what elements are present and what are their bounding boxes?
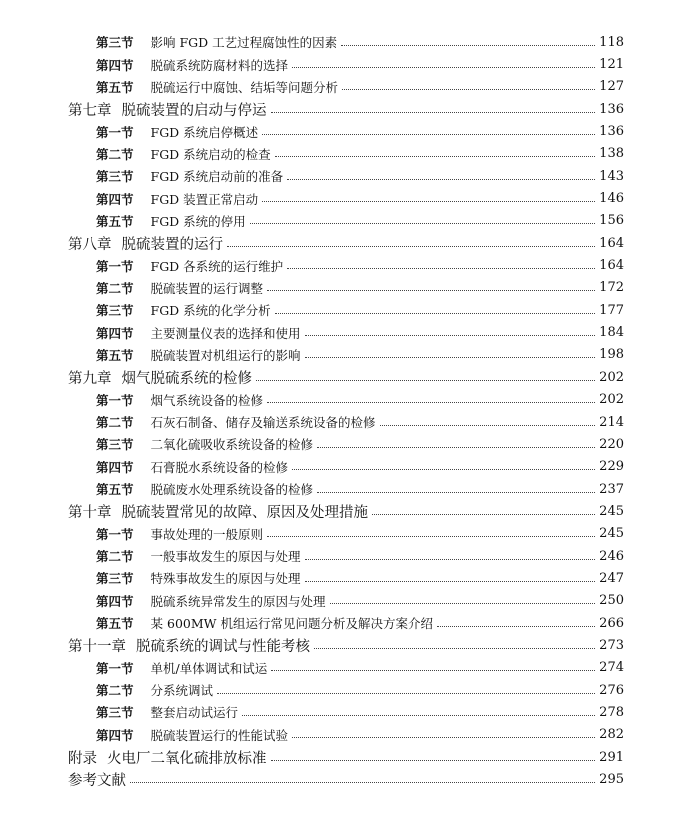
entry-title: 主要测量仪表的选择和使用 xyxy=(150,325,301,341)
section-number: 第一节 xyxy=(96,392,134,408)
section-number: 第五节 xyxy=(96,213,134,229)
entry-title: 脱硫系统异常发生的原因与处理 xyxy=(150,593,326,609)
dot-leader xyxy=(271,112,596,113)
page-number: 295 xyxy=(599,772,624,788)
chapter-title: 脱硫装置常见的故障、原因及处理措施 xyxy=(121,504,368,521)
toc-section-entry xyxy=(0,701,682,723)
toc-section-entry xyxy=(0,456,682,478)
section-number: 第三节 xyxy=(96,437,134,453)
toc-section-entry xyxy=(0,411,682,433)
dot-leader xyxy=(242,715,595,716)
toc-section-entry xyxy=(0,165,682,187)
chapter-title: 脱硫系统的调试与性能考核 xyxy=(136,638,310,655)
dot-leader xyxy=(262,201,595,202)
page-number: 136 xyxy=(599,124,624,140)
chapter-number: 附录 xyxy=(68,750,97,767)
chapter-title: 脱硫装置的运行 xyxy=(121,236,223,253)
dot-leader xyxy=(317,447,595,448)
toc-section-entry xyxy=(0,433,682,455)
toc-section-entry xyxy=(0,567,682,589)
page-number: 121 xyxy=(599,57,624,73)
chapter-number: 第八章 xyxy=(68,236,112,253)
page-number: 266 xyxy=(599,615,624,631)
entry-title: 特殊事故发生的原因与处理 xyxy=(150,571,301,587)
page-number: 172 xyxy=(599,280,624,296)
page-number: 214 xyxy=(599,414,624,430)
chapter-title: 烟气脱硫系统的检修 xyxy=(121,370,252,387)
entry-title: 脱硫废水处理系统设备的检修 xyxy=(150,482,314,498)
section-number: 第二节 xyxy=(96,146,134,162)
dot-leader xyxy=(267,290,595,291)
section-number: 第四节 xyxy=(96,57,134,73)
section-number: 第五节 xyxy=(96,616,134,632)
section-number: 第五节 xyxy=(96,347,134,363)
section-number: 第一节 xyxy=(96,258,134,274)
entry-title: FGD 系统的停用 xyxy=(150,213,246,229)
toc-section-entry xyxy=(0,76,682,98)
toc-section-entry xyxy=(0,389,682,411)
dot-leader xyxy=(267,536,595,537)
entry-title: 事故处理的一般原则 xyxy=(150,526,264,542)
dot-leader xyxy=(130,782,595,783)
page-number: 177 xyxy=(599,302,624,318)
page-number: 273 xyxy=(599,637,624,653)
section-number: 第三节 xyxy=(96,571,134,587)
page-number: 138 xyxy=(599,146,624,162)
toc-chapter-entry xyxy=(0,634,682,656)
dot-leader xyxy=(292,67,595,68)
dot-leader xyxy=(292,469,595,470)
page-number: 246 xyxy=(599,548,624,564)
page-number: 245 xyxy=(599,503,624,519)
dot-leader xyxy=(305,559,596,560)
dot-leader xyxy=(437,626,595,627)
toc-section-entry xyxy=(0,657,682,679)
dot-leader xyxy=(256,380,595,381)
entry-title: 分系统调试 xyxy=(150,683,214,699)
entry-title: FGD 装置正常启动 xyxy=(150,191,259,207)
entry-title: 脱硫装置的运行调整 xyxy=(150,280,264,296)
page-number: 202 xyxy=(599,392,624,408)
page-number: 184 xyxy=(599,325,624,341)
page-number: 291 xyxy=(599,749,624,765)
entry-title: 脱硫运行中腐蚀、结垢等问题分析 xyxy=(150,79,339,95)
page-number: 237 xyxy=(599,481,624,497)
toc-section-entry xyxy=(0,590,682,612)
section-number: 第一节 xyxy=(96,124,134,140)
section-number: 第四节 xyxy=(96,593,134,609)
page-number: 274 xyxy=(599,660,624,676)
dot-leader xyxy=(341,45,595,46)
chapter-number: 第十章 xyxy=(68,504,112,521)
dot-leader xyxy=(292,737,595,738)
toc-section-entry xyxy=(0,187,682,209)
entry-title: 脱硫装置运行的性能试验 xyxy=(150,727,289,743)
page-number: 278 xyxy=(599,704,624,720)
page-number: 245 xyxy=(599,526,624,542)
section-number: 第二节 xyxy=(96,683,134,699)
dot-leader xyxy=(287,268,595,269)
dot-leader xyxy=(250,223,596,224)
toc-section-entry xyxy=(0,120,682,142)
toc-chapter-entry xyxy=(0,98,682,120)
entry-title: 某 600MW 机组运行常见问题分析及解决方案介绍 xyxy=(150,616,433,632)
entry-title: FGD 各系统的运行维护 xyxy=(150,258,284,274)
toc-section-entry xyxy=(0,344,682,366)
entry-title: 一般事故发生的原因与处理 xyxy=(150,549,301,565)
page-number: 156 xyxy=(599,213,624,229)
toc-section-entry xyxy=(0,210,682,232)
section-number: 第五节 xyxy=(96,482,134,498)
toc-chapter-entry xyxy=(0,366,682,388)
toc-section-entry xyxy=(0,143,682,165)
dot-leader xyxy=(342,89,595,90)
page-number: 127 xyxy=(599,79,624,95)
entry-title: FGD 系统的化学分析 xyxy=(150,303,271,319)
section-number: 第三节 xyxy=(96,35,134,51)
entry-title: 整套启动试运行 xyxy=(150,705,239,721)
page-number: 198 xyxy=(599,347,624,363)
toc-entry xyxy=(0,768,682,790)
toc-section-entry xyxy=(0,277,682,299)
page-number: 282 xyxy=(599,727,624,743)
entry-title: 二氧化硫吸收系统设备的检修 xyxy=(150,437,314,453)
dot-leader xyxy=(267,402,595,403)
dot-leader xyxy=(372,514,595,515)
section-number: 第三节 xyxy=(96,303,134,319)
dot-leader xyxy=(287,179,595,180)
page-number: 247 xyxy=(599,570,624,586)
dot-leader xyxy=(305,581,596,582)
toc-section-entry xyxy=(0,724,682,746)
section-number: 第五节 xyxy=(96,79,134,95)
dot-leader xyxy=(317,492,595,493)
chapter-title: 脱硫装置的启动与停运 xyxy=(121,102,267,119)
dot-leader xyxy=(271,760,596,761)
toc-chapter-entry xyxy=(0,500,682,522)
dot-leader xyxy=(380,425,596,426)
toc-section-entry xyxy=(0,254,682,276)
entry-title: FGD 系统启动的检查 xyxy=(150,146,271,162)
section-number: 第四节 xyxy=(96,191,134,207)
dot-leader xyxy=(330,603,596,604)
entry-title: FGD 系统启停概述 xyxy=(150,124,259,140)
toc-section-entry xyxy=(0,612,682,634)
entry-title: 烟气系统设备的检修 xyxy=(150,392,264,408)
entry-title: 单机/单体调试和试运 xyxy=(150,660,268,676)
toc-section-entry xyxy=(0,679,682,701)
dot-leader xyxy=(305,357,596,358)
dot-leader xyxy=(262,134,595,135)
section-number: 第二节 xyxy=(96,280,134,296)
page-number: 118 xyxy=(599,34,624,50)
toc-section-entry xyxy=(0,478,682,500)
dot-leader xyxy=(271,670,595,671)
page-number: 250 xyxy=(599,593,624,609)
table-of-contents xyxy=(0,31,682,791)
page-number: 229 xyxy=(599,459,624,475)
entry-title: FGD 系统启动前的准备 xyxy=(150,169,284,185)
toc-chapter-entry xyxy=(0,232,682,254)
page-number: 202 xyxy=(599,369,624,385)
page-number: 143 xyxy=(599,168,624,184)
toc-section-entry xyxy=(0,545,682,567)
toc-section-entry xyxy=(0,523,682,545)
section-number: 第三节 xyxy=(96,705,134,721)
section-number: 第四节 xyxy=(96,459,134,475)
section-number: 第四节 xyxy=(96,727,134,743)
page-number: 146 xyxy=(599,191,624,207)
toc-chapter-entry xyxy=(0,746,682,768)
page-number: 164 xyxy=(599,258,624,274)
chapter-number: 第十一章 xyxy=(68,638,126,655)
toc-section-entry xyxy=(0,31,682,53)
dot-leader xyxy=(314,648,595,649)
chapter-number: 第七章 xyxy=(68,102,112,119)
section-number: 第一节 xyxy=(96,526,134,542)
dot-leader xyxy=(275,313,596,314)
entry-title: 石膏脱水系统设备的检修 xyxy=(150,459,289,475)
chapter-title: 火电厂二氧化硫排放标准 xyxy=(107,750,267,767)
page-number: 136 xyxy=(599,101,624,117)
section-number: 第一节 xyxy=(96,660,134,676)
chapter-number: 第九章 xyxy=(68,370,112,387)
section-number: 第三节 xyxy=(96,169,134,185)
dot-leader xyxy=(275,156,596,157)
entry-title: 脱硫系统防腐材料的选择 xyxy=(150,57,289,73)
section-number: 第二节 xyxy=(96,549,134,565)
toc-section-entry xyxy=(0,53,682,75)
entry-title: 参考文献 xyxy=(68,773,126,790)
section-number: 第四节 xyxy=(96,325,134,341)
toc-section-entry xyxy=(0,321,682,343)
dot-leader xyxy=(217,693,595,694)
dot-leader xyxy=(227,246,595,247)
entry-title: 脱硫装置对机组运行的影响 xyxy=(150,347,301,363)
toc-section-entry xyxy=(0,299,682,321)
page-number: 164 xyxy=(599,235,624,251)
dot-leader xyxy=(305,335,596,336)
page-number: 276 xyxy=(599,682,624,698)
entry-title: 影响 FGD 工艺过程腐蚀性的因素 xyxy=(150,35,338,51)
entry-title: 石灰石制备、储存及输送系统设备的检修 xyxy=(150,415,376,431)
section-number: 第二节 xyxy=(96,415,134,431)
page-number: 220 xyxy=(599,436,624,452)
